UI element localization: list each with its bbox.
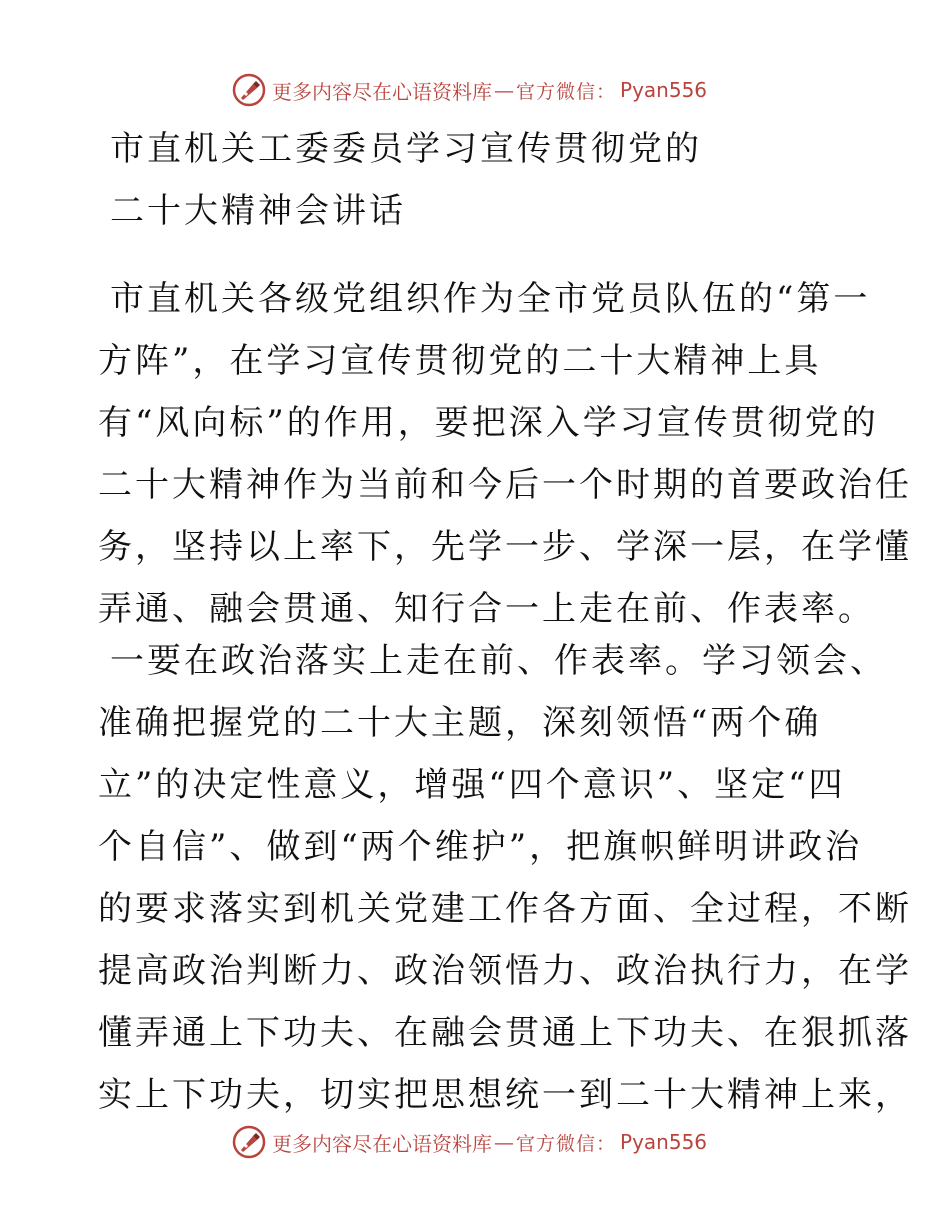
text-line: 一要在政治落实上走在前、作表率。学习领会、 — [110, 641, 887, 681]
paragraph-2 — [98, 630, 912, 1126]
text-line: 实上下功夫，切实把思想统一到二十大精神上来， — [98, 1075, 912, 1115]
pen-nib-logo-icon — [232, 1125, 266, 1159]
paragraph-1 — [98, 268, 912, 640]
text-line: 立”的决定性意义，增强“四个意识”、坚定“四 — [98, 765, 846, 805]
banner-dash: — — [494, 1130, 514, 1154]
text-line: 弄通、融会贯通、知行合一上走在前、作表率。 — [98, 589, 875, 629]
banner-dash: — — [494, 78, 514, 102]
wechat-label: 官方微信： — [516, 80, 617, 103]
text-line: 的要求落实到机关党建工作各方面、全过程，不断 — [98, 889, 912, 929]
wechat-account: Pyan556 — [620, 78, 708, 102]
text-line: 提高政治判断力、政治领悟力、政治执行力，在学 — [98, 951, 912, 991]
header-watermark-banner — [232, 72, 707, 108]
brand-text: 更多内容尽在心语资料库 — [272, 1131, 492, 1156]
footer-watermark-banner — [232, 1124, 707, 1160]
text-line: 务，坚持以上率下，先学一步、学深一层，在学懂 — [98, 527, 912, 567]
title-line: 二十大精神会讲话 — [110, 191, 406, 231]
wechat-label: 官方微信： — [516, 1132, 617, 1155]
title-line: 市直机关工委委员学习宣传贯彻党的 — [110, 129, 702, 169]
text-line: 个自信”、做到“两个维护”，把旗帜鲜明讲政治 — [98, 827, 863, 867]
brand-text: 更多内容尽在心语资料库 — [272, 79, 492, 104]
text-line: 有“风向标”的作用，要把深入学习宣传贯彻党的 — [98, 403, 879, 443]
text-line: 方阵”，在学习宣传贯彻党的二十大精神上具 — [98, 341, 822, 381]
document-title — [98, 118, 868, 242]
text-line: 市直机关各级党组织作为全市党员队伍的“第一 — [110, 279, 871, 319]
wechat-account: Pyan556 — [620, 1130, 708, 1154]
pen-nib-logo-icon — [232, 73, 266, 107]
text-line: 懂弄通上下功夫、在融会贯通上下功夫、在狠抓落 — [98, 1013, 912, 1053]
text-line: 二十大精神作为当前和今后一个时期的首要政治任 — [98, 465, 912, 505]
text-line: 准确把握党的二十大主题，深刻领悟“两个确 — [98, 703, 822, 743]
